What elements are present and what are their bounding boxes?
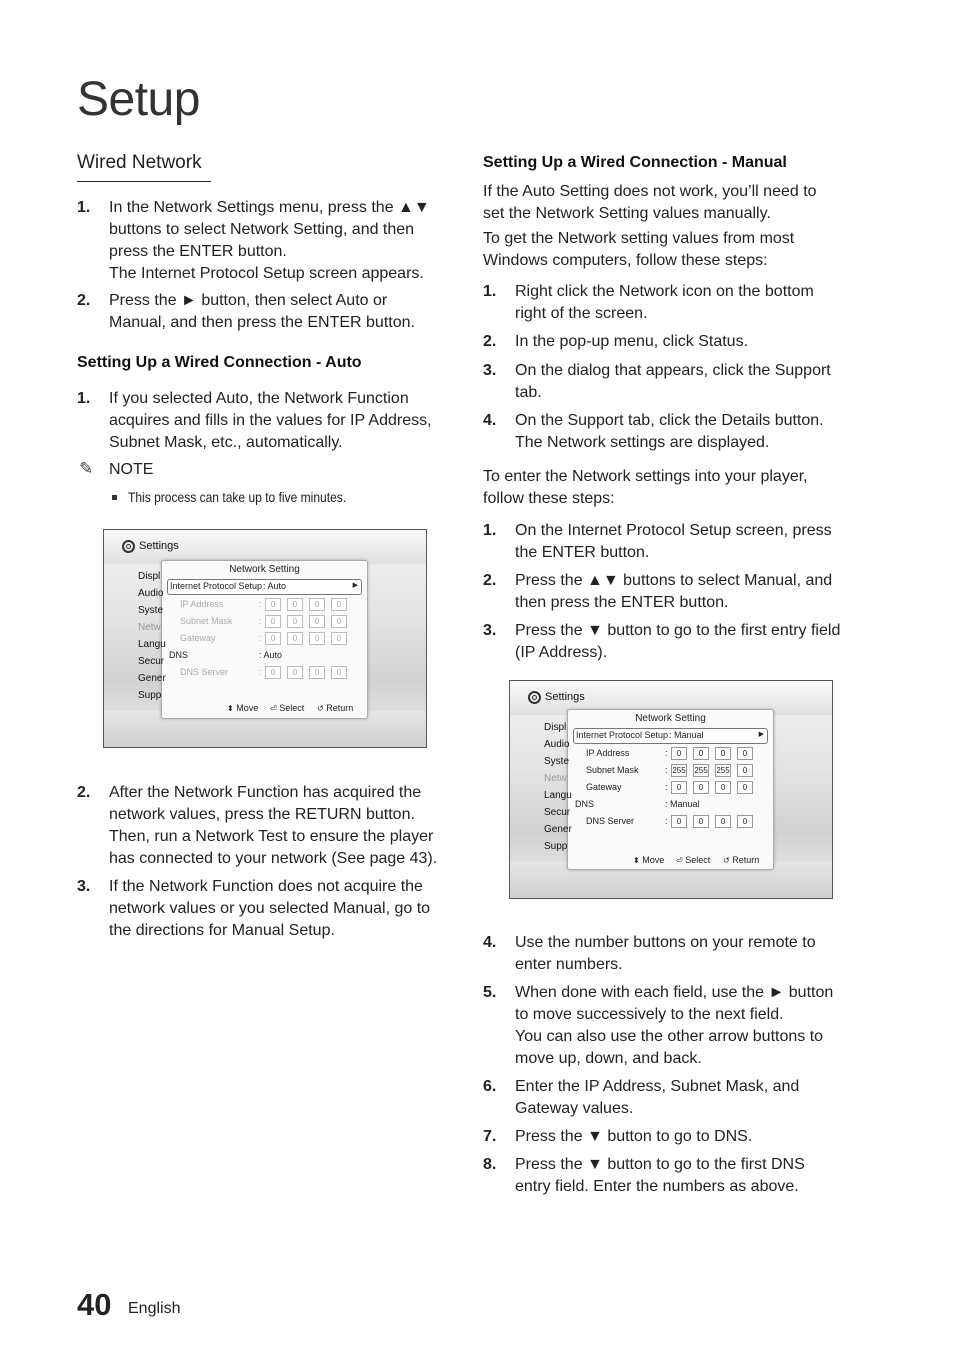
mask-octet-field[interactable]: 0 bbox=[265, 615, 281, 628]
step-number: 3. bbox=[483, 622, 497, 639]
step-text-line: enter numbers. bbox=[515, 956, 623, 973]
dns-value: : Manual bbox=[665, 799, 700, 809]
step-text-line: Press the ► button, then select Auto or bbox=[109, 292, 388, 309]
step-number: 2. bbox=[77, 292, 91, 309]
dns-octet-field[interactable]: 0 bbox=[331, 666, 347, 679]
paragraph-line: To enter the Network settings into your player, bbox=[483, 468, 808, 485]
step-text-line: the ENTER button. bbox=[515, 544, 650, 561]
settings-menu-item[interactable]: Audio bbox=[138, 588, 164, 599]
step-text-line: press the ENTER button. bbox=[109, 243, 287, 260]
gw-octet-field[interactable]: 0 bbox=[287, 632, 303, 645]
step-text-line: then press the ENTER button. bbox=[515, 594, 729, 611]
step-text-line: Then, run a Network Test to ensure the player bbox=[109, 828, 434, 845]
step-number: 3. bbox=[483, 362, 497, 379]
dns-octet-field[interactable]: 0 bbox=[309, 666, 325, 679]
step-number: 2. bbox=[77, 784, 91, 801]
step-number: 4. bbox=[483, 412, 497, 429]
ip-octet-field[interactable]: 0 bbox=[737, 747, 753, 760]
gw-octet-field[interactable]: 0 bbox=[265, 632, 281, 645]
paragraph-line: follow these steps: bbox=[483, 490, 615, 507]
dns-server-label: DNS Server bbox=[586, 816, 635, 826]
ip-address-label: IP Address bbox=[586, 748, 630, 758]
return-icon: ↺ bbox=[723, 856, 730, 865]
step-text-line: Press the ▼ button to go to DNS. bbox=[515, 1128, 753, 1145]
step-text-line: network values or you selected Manual, go to bbox=[109, 900, 431, 917]
step-text-line: On the Support tab, click the Details button. bbox=[515, 412, 824, 429]
ip-address-label: IP Address bbox=[180, 599, 224, 609]
screenshot-network-setting-auto bbox=[103, 529, 427, 748]
step-number: 8. bbox=[483, 1156, 497, 1173]
subnet-mask-label: Subnet Mask bbox=[586, 765, 639, 775]
network-setting-dialog bbox=[567, 709, 774, 870]
step-text-line: Manual, and then press the ENTER button. bbox=[109, 314, 415, 331]
dns-octet-field[interactable]: 0 bbox=[265, 666, 281, 679]
field-separator: : bbox=[259, 616, 262, 626]
ip-octet-field[interactable]: 0 bbox=[331, 598, 347, 611]
step-text-line: buttons to select Network Setting, and then bbox=[109, 221, 415, 238]
field-separator: : bbox=[665, 816, 668, 826]
step-text-line: right of the screen. bbox=[515, 305, 648, 322]
enter-icon: ⏎ bbox=[270, 704, 277, 713]
manual-heading: Setting Up a Wired Connection - Manual bbox=[483, 154, 787, 171]
step-text-line: On the Internet Protocol Setup screen, press bbox=[515, 522, 832, 539]
settings-menu-item[interactable]: Secur bbox=[138, 656, 165, 667]
step-text-line: to move successively to the next field. bbox=[515, 1006, 784, 1023]
section-heading-underline bbox=[77, 181, 211, 182]
step-text-line: acquires and fills in the values for IP Address, bbox=[109, 412, 432, 429]
gw-octet-field[interactable]: 0 bbox=[671, 781, 687, 794]
select-hint: ⏎ Select bbox=[270, 703, 305, 713]
step-text-line: On the dialog that appears, click the Support bbox=[515, 362, 831, 379]
step-text-line: In the Network Settings menu, press the ▲▼ bbox=[109, 199, 430, 216]
step-text-line: entry field. Enter the numbers as above. bbox=[515, 1178, 799, 1195]
step-number: 4. bbox=[483, 934, 497, 951]
internet-protocol-setup-row[interactable] bbox=[167, 579, 362, 595]
ip-octet-field[interactable]: 0 bbox=[693, 747, 709, 760]
step-number: 3. bbox=[77, 878, 91, 895]
return-icon: ↺ bbox=[317, 704, 324, 713]
settings-menu-item[interactable]: Supp bbox=[138, 690, 162, 701]
settings-menu-item[interactable]: Supp bbox=[544, 841, 568, 852]
field-separator: : bbox=[665, 748, 668, 758]
step-text-line: network values, press the RETURN button. bbox=[109, 806, 415, 823]
step-text-line: Subnet Mask, etc., automatically. bbox=[109, 434, 343, 451]
step-text-line: tab. bbox=[515, 384, 542, 401]
step-text-line: The Network settings are displayed. bbox=[515, 434, 770, 451]
gw-octet-field[interactable]: 0 bbox=[737, 781, 753, 794]
up-down-icon: ⬍ bbox=[633, 856, 640, 865]
step-text-line: Use the number buttons on your remote to bbox=[515, 934, 816, 951]
step-text-line: has connected to your network (See page 43). bbox=[109, 850, 438, 867]
return-hint: ↺ Return bbox=[317, 703, 354, 713]
network-setting-dialog bbox=[161, 560, 368, 719]
paragraph-line: set the Network Setting values manually. bbox=[483, 205, 771, 222]
dns-value: : Auto bbox=[259, 650, 283, 660]
move-hint: ⬍ Move bbox=[633, 855, 665, 865]
settings-menu-item[interactable]: Audio bbox=[544, 739, 570, 750]
step-text-line: (IP Address). bbox=[515, 644, 608, 661]
settings-menu-item[interactable]: Syste bbox=[138, 605, 164, 616]
ips-value: : Auto bbox=[263, 581, 287, 591]
settings-menu-item[interactable]: Gener bbox=[138, 673, 166, 684]
paragraph-line: If the Auto Setting does not work, you’ll need to bbox=[483, 183, 817, 200]
auto-heading: Setting Up a Wired Connection - Auto bbox=[77, 354, 362, 371]
up-down-icon: ⬍ bbox=[227, 704, 234, 713]
subnet-mask-label: Subnet Mask bbox=[180, 616, 233, 626]
ip-octet-field[interactable]: 0 bbox=[671, 747, 687, 760]
step-text-line: the directions for Manual Setup. bbox=[109, 922, 335, 939]
dns-label: DNS bbox=[575, 799, 595, 809]
enter-icon: ⏎ bbox=[676, 856, 683, 865]
step-number: 1. bbox=[77, 199, 91, 216]
field-separator: : bbox=[259, 599, 262, 609]
step-number: 2. bbox=[483, 572, 497, 589]
field-separator: : bbox=[259, 667, 262, 677]
note-item: This process can take up to five minutes. bbox=[128, 489, 347, 505]
settings-gear-icon bbox=[122, 540, 135, 553]
settings-menu-item[interactable]: Netw bbox=[544, 773, 567, 784]
step-text-line: Enter the IP Address, Subnet Mask, and bbox=[515, 1078, 800, 1095]
paragraph-line: Windows computers, follow these steps: bbox=[483, 252, 768, 269]
step-number: 1. bbox=[77, 390, 91, 407]
pencil-icon: ✎ bbox=[79, 459, 94, 478]
dns-octet-field[interactable]: 0 bbox=[715, 815, 731, 828]
ips-label: Internet Protocol Setup bbox=[170, 581, 263, 591]
right-arrow-icon: ▶ bbox=[352, 582, 358, 589]
mask-octet-field[interactable]: 0 bbox=[287, 615, 303, 628]
gw-octet-field[interactable]: 0 bbox=[715, 781, 731, 794]
step-text-line: If you selected Auto, the Network Function bbox=[109, 390, 409, 407]
gateway-label: Gateway bbox=[586, 782, 622, 792]
page-title: Setup bbox=[77, 73, 200, 126]
step-text-line: In the pop-up menu, click Status. bbox=[515, 333, 749, 350]
return-hint: ↺ Return bbox=[723, 855, 760, 865]
step-text-line: Press the ▼ button to go to the first entry field bbox=[515, 622, 841, 639]
settings-menu-item[interactable]: Langu bbox=[544, 790, 572, 801]
step-number: 1. bbox=[483, 522, 497, 539]
note-label: NOTE bbox=[109, 461, 154, 478]
field-separator: : bbox=[665, 782, 668, 792]
step-number: 5. bbox=[483, 984, 497, 1001]
dns-label: DNS bbox=[169, 650, 189, 660]
screen-title: Settings bbox=[139, 540, 179, 552]
dns-octet-field[interactable]: 0 bbox=[287, 666, 303, 679]
field-separator: : bbox=[665, 765, 668, 775]
ips-label: Internet Protocol Setup bbox=[576, 730, 669, 740]
right-arrow-icon: ▶ bbox=[758, 731, 764, 738]
settings-menu-item[interactable]: Netw bbox=[138, 622, 161, 633]
page-language: English bbox=[128, 1300, 181, 1317]
settings-menu-item[interactable]: Secur bbox=[544, 807, 571, 818]
step-text-line: Gateway values. bbox=[515, 1100, 634, 1117]
ip-octet-field[interactable]: 0 bbox=[715, 747, 731, 760]
settings-menu-item[interactable]: Langu bbox=[138, 639, 166, 650]
section-heading-wired-network: Wired Network bbox=[77, 152, 202, 173]
step-number: 1. bbox=[483, 283, 497, 300]
dns-octet-field[interactable]: 0 bbox=[737, 815, 753, 828]
step-text-line: Press the ▲▼ buttons to select Manual, and bbox=[515, 572, 833, 589]
page-number: 40 bbox=[77, 1287, 112, 1322]
mask-octet-field[interactable]: 255 bbox=[672, 766, 686, 775]
step-text-line: You can also use the other arrow buttons to bbox=[515, 1028, 824, 1045]
dns-server-label: DNS Server bbox=[180, 667, 229, 677]
mask-octet-field[interactable]: 255 bbox=[694, 766, 708, 775]
dns-octet-field[interactable]: 0 bbox=[671, 815, 687, 828]
gw-octet-field[interactable]: 0 bbox=[693, 781, 709, 794]
mask-octet-field[interactable]: 0 bbox=[737, 764, 753, 777]
mask-octet-field[interactable]: 255 bbox=[716, 766, 730, 775]
step-text-line: Right click the Network icon on the bottom bbox=[515, 283, 814, 300]
field-separator: : bbox=[259, 633, 262, 643]
mask-octet-field[interactable]: 0 bbox=[331, 615, 347, 628]
dialog-title: Network Setting bbox=[229, 564, 300, 575]
step-text-line: The Internet Protocol Setup screen appears. bbox=[109, 265, 424, 282]
settings-menu-item[interactable]: Displ bbox=[138, 571, 161, 582]
step-number: 6. bbox=[483, 1078, 497, 1095]
screenshot-network-setting-manual bbox=[509, 680, 833, 899]
settings-menu-item[interactable]: Displ bbox=[544, 722, 567, 733]
gw-octet-field[interactable]: 0 bbox=[309, 632, 325, 645]
step-text-line: After the Network Function has acquired the bbox=[109, 784, 422, 801]
ip-octet-field[interactable]: 0 bbox=[265, 598, 281, 611]
step-text-line: When done with each field, use the ► button bbox=[515, 984, 834, 1001]
internet-protocol-setup-row[interactable] bbox=[573, 728, 768, 744]
gateway-label: Gateway bbox=[180, 633, 216, 643]
ips-value: : Manual bbox=[669, 730, 704, 740]
paragraph-line: To get the Network setting values from most bbox=[483, 230, 795, 247]
step-text-line: If the Network Function does not acquire the bbox=[109, 878, 423, 895]
step-text-line: Press the ▼ button to go to the first DNS bbox=[515, 1156, 805, 1173]
screen-title: Settings bbox=[545, 691, 585, 703]
step-number: 2. bbox=[483, 333, 497, 350]
settings-menu-item[interactable]: Gener bbox=[544, 824, 572, 835]
select-hint: ⏎ Select bbox=[676, 855, 711, 865]
mask-octet-field[interactable]: 0 bbox=[309, 615, 325, 628]
settings-gear-icon bbox=[528, 691, 541, 704]
step-number: 7. bbox=[483, 1128, 497, 1145]
bullet-icon bbox=[112, 495, 117, 500]
ip-octet-field[interactable]: 0 bbox=[287, 598, 303, 611]
ip-octet-field[interactable]: 0 bbox=[309, 598, 325, 611]
step-text-line: move up, down, and back. bbox=[515, 1050, 702, 1067]
move-hint: ⬍ Move bbox=[227, 703, 259, 713]
gw-octet-field[interactable]: 0 bbox=[331, 632, 347, 645]
dns-octet-field[interactable]: 0 bbox=[693, 815, 709, 828]
dialog-title: Network Setting bbox=[635, 713, 706, 724]
settings-menu-item[interactable]: Syste bbox=[544, 756, 570, 767]
